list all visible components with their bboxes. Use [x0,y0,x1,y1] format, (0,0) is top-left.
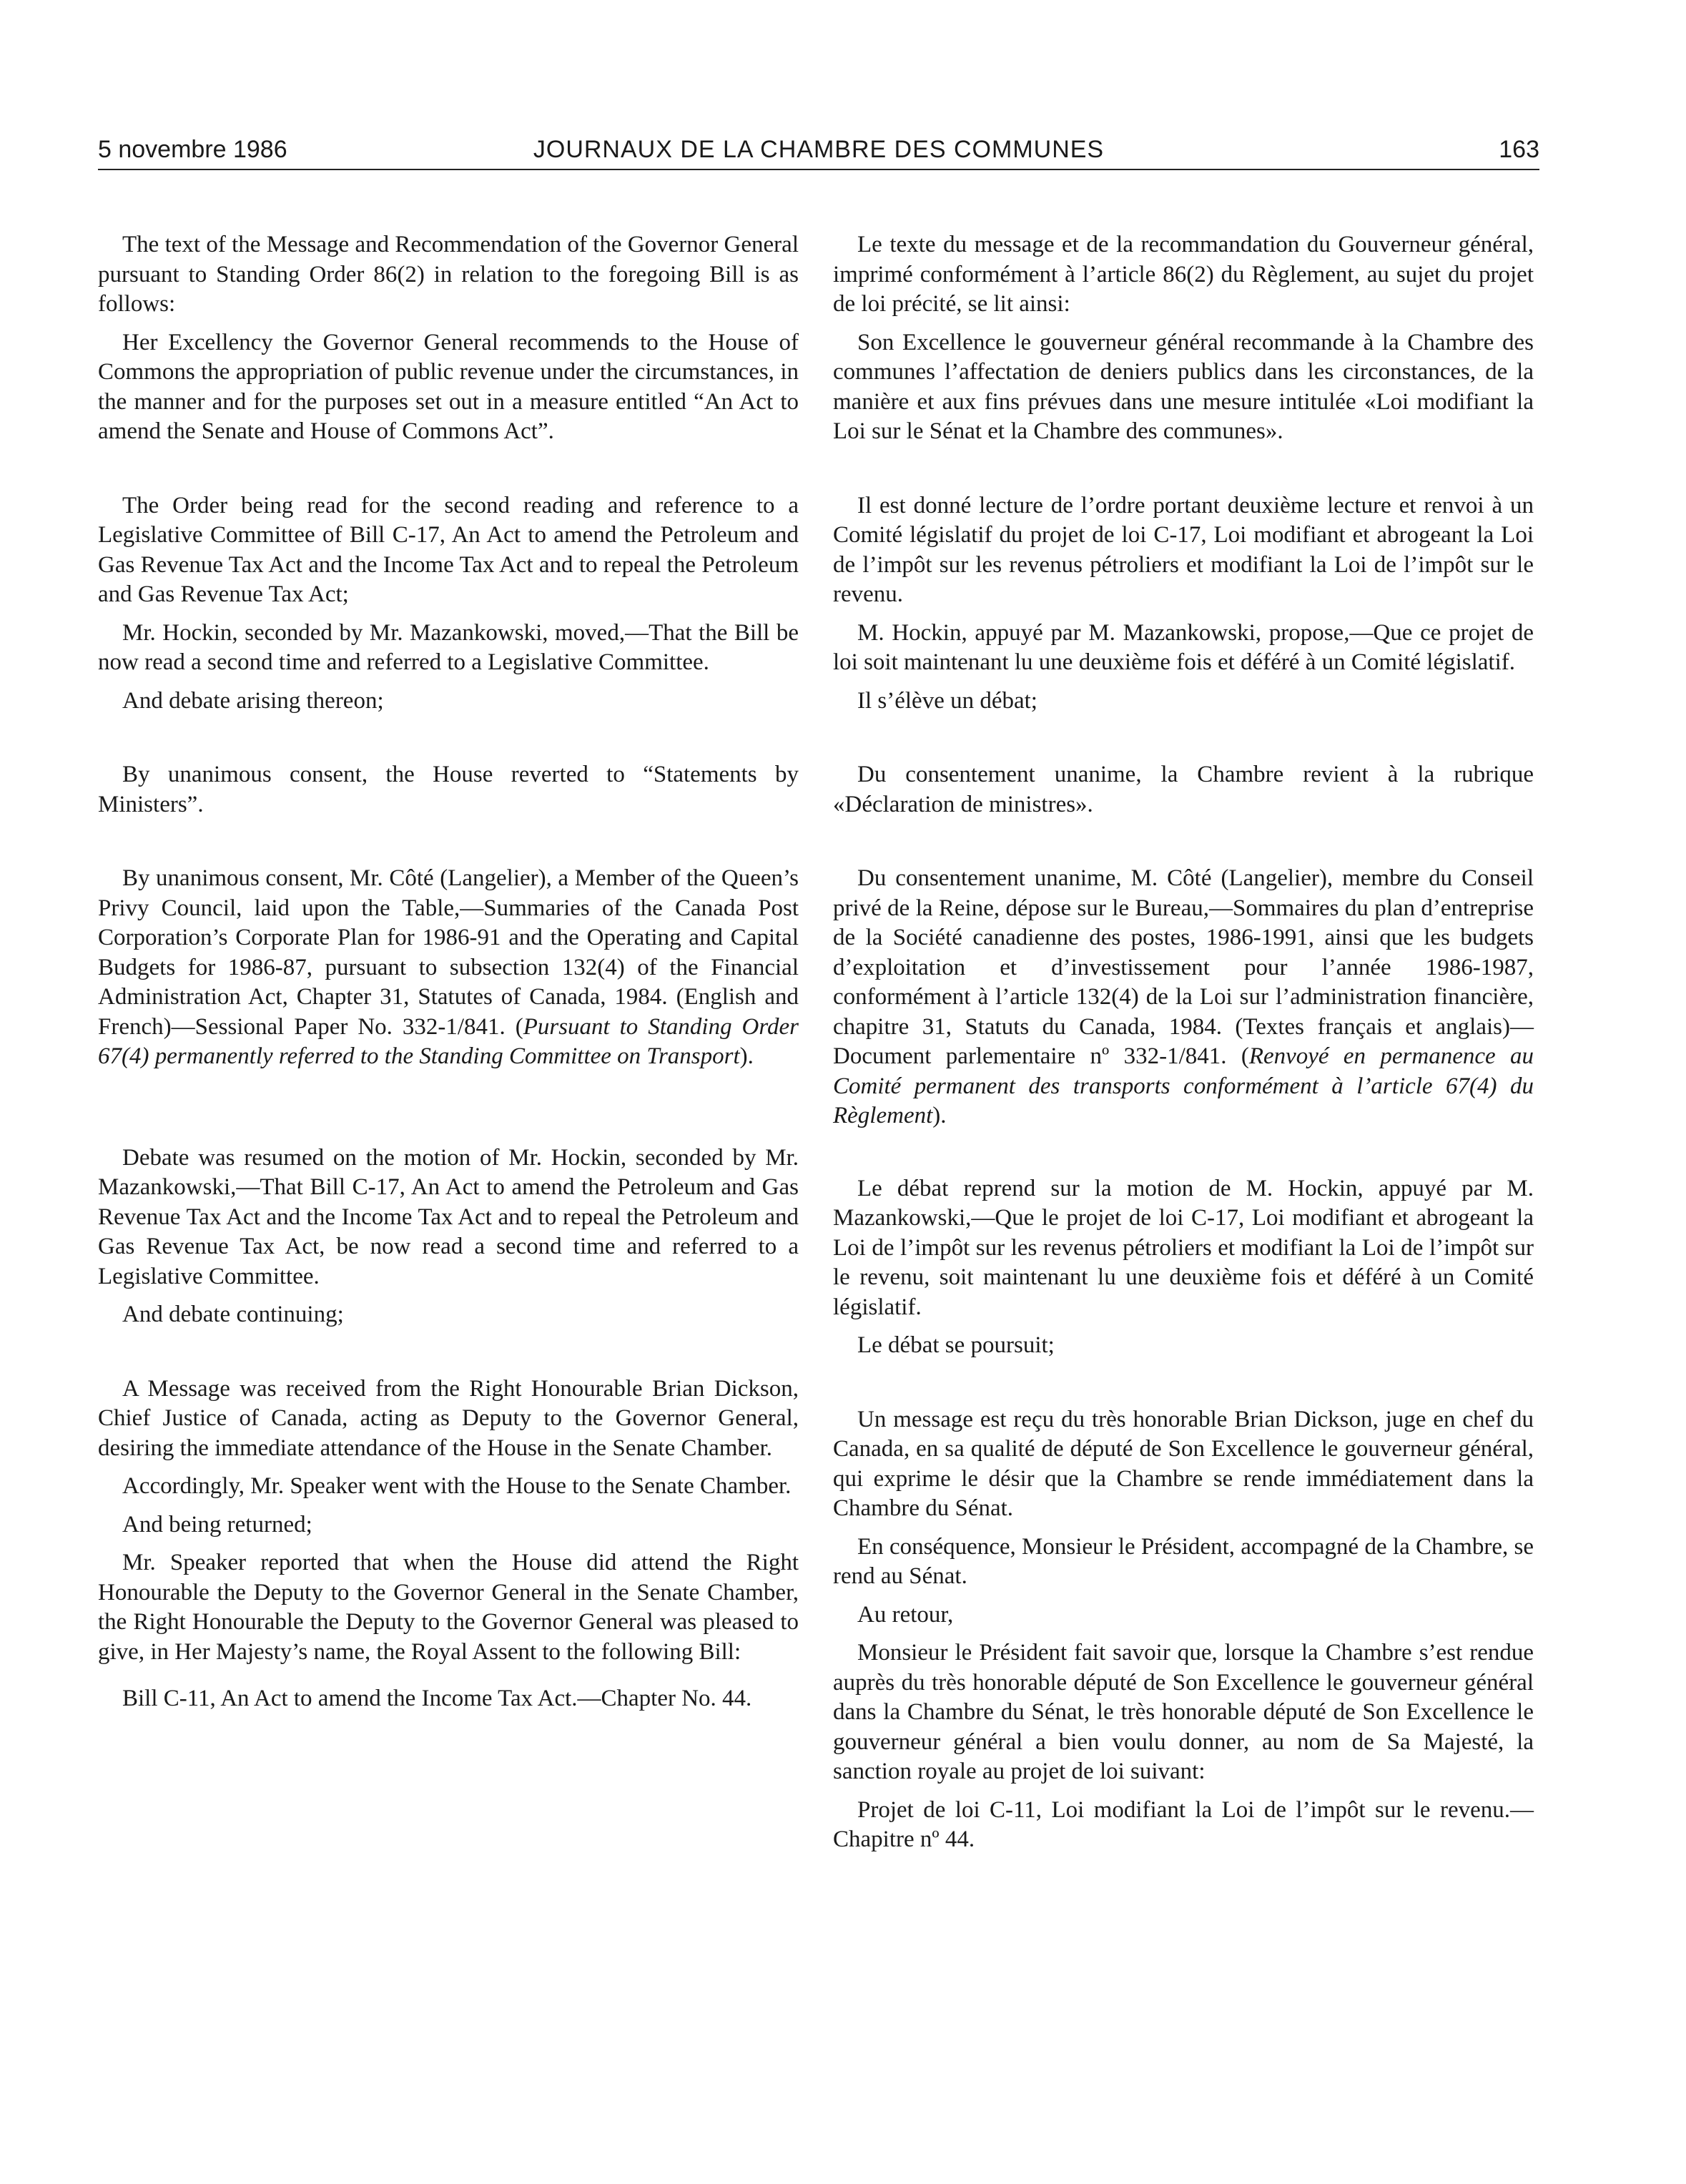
en-paragraph: The Order being read for the second reading and reference to a Legislative Committee of Bill C-17, An Act to amend the Petroleum and Gas Revenue Tax Act and the Income Tax Act and to repeal the Petroleum and Gas Revenue Tax Act; [98,492,799,607]
english-column [98,230,799,1714]
fr-paragraph: Il est donné lecture de l’ordre portant deuxième lecture et renvoi à un Comité législatif du projet de loi C-17, Loi modifiant et abrogeant la Loi de l’impôt sur les revenus pétroliers et modifiant la Loi de l’impôt sur le revenu. [833,492,1534,607]
en-paragraph: Bill C-11, An Act to amend the Income Tax Act.—Chapter No. 44. [122,1686,752,1711]
en-paragraph: Mr. Speaker reported that when the House did attend the Right Honourable the Deputy to the Governor General in the Senate Chamber, the Right Honourable the Deputy to the Governor General was pleased to give, in Her Majesty’s name, the Royal Assent to the following Bill: [98,1550,799,1665]
en-paragraph: Accordingly, Mr. Speaker went with the House to the Senate Chamber. [122,1473,792,1499]
fr-paragraph: En conséquence, Monsieur le Président, accompagné de la Chambre, se rend au Sénat. [833,1533,1534,1589]
fr-paragraph: Projet de loi C-11, Loi modifiant la Loi de l’impôt sur le revenu.—Chapitre nº 44. [833,1796,1534,1852]
en-p7-italic: Pursuant to Standing Order 67(4) permanently referred to the Standing Committee on Transport [98,1013,799,1069]
fr-paragraph: Le texte du message et de la recommandation du Gouverneur général, imprimé conformément à l’article 86(2) du Règlement, au sujet du projet de loi précité, se lit ainsi: [833,232,1534,317]
fr-paragraph: Il s’élève un débat; [857,687,1037,714]
fr-p7-text: Du consentement unanime, M. Côté (Langelier), membre du Conseil privé de la Reine, dépose sur le Bureau,—Sommaires du plan d’entreprise de la Société canadienne des postes, 1986-1991, ainsi que les budgets d’exploitation et d’investissement pour l’année 1986-1987, conformément à l’article 132(4) de la Loi sur l’administration financière, chapitre 31, Statuts du Canada, 1984. (Textes français et anglais)—Document parlementaire nº 332-1/841. ( [833,865,1534,1069]
en-paragraph: And debate arising thereon; [122,687,384,714]
en-paragraph: Debate was resumed on the motion of Mr. Hockin, seconded by Mr. Mazankowski,—That Bill C-17, An Act to amend the Petroleum and Gas Revenue Tax Act and the Income Tax Act and to repeal the Petroleum and Gas Revenue Tax Act, be now read a second time and referred to a Legislative Committee. [98,1144,799,1289]
en-paragraph [98,864,799,1072]
en-paragraph: The text of the Message and Recommendation of the Governor General pursuant to Standing Order 86(2) in relation to the foregoing Bill is as follows: [98,232,799,317]
en-paragraph: And being returned; [122,1511,312,1538]
fr-p7-italic: Renvoyé en permanence au Comité permanent des transports conformément à l’article 67(4) du Règlement [833,1043,1534,1128]
en-paragraph: Mr. Hockin, seconded by Mr. Mazankowski, moved,—That the Bill be now read a second time and referred to a Legislative Committee. [98,619,799,675]
en-p7-text: By unanimous consent, Mr. Côté (Langelier), a Member of the Queen’s Privy Council, laid upon the Table,—Summaries of the Canada Post Corporation’s Corporate Plan for 1986-91 and the Operating and Capital Budgets for 1986-87, pursuant to subsection 132(4) of the Financial Administration Act, Chapter 31, Statutes of Canada, 1984. (English and French)—Sessional Paper No. 332-1/841. ( [98,865,799,1040]
journal-title: JOURNAUX DE LA CHAMBRE DES COMMUNES [533,136,1105,163]
page-header [98,133,1539,170]
fr-paragraph: Monsieur le Président fait savoir que, lorsque la Chambre s’est rendue auprès du très honorable député de Son Excellence le gouverneur général dans la Chambre du Sénat, le très honorable député de Son Excellence le gouverneur général a bien voulu donner, au nom de Sa Majesté, la sanction royale au projet de loi suivant: [833,1640,1534,1784]
fr-paragraph: Le débat reprend sur la motion de M. Hockin, appuyé par M. Mazankowski,—Que le projet de loi C-17, Loi modifiant et abrogeant la Loi de l’impôt sur les revenus pétroliers et modifiant la Loi de l’impôt sur le revenu, soit maintenant lu une deuxième fois et déféré à un Comité législatif. [833,1175,1534,1320]
en-p7-end: ). [739,1043,754,1069]
fr-paragraph: Au retour, [857,1601,954,1628]
header-date: 5 novembre 1986 [98,136,287,163]
fr-p7-end: ). [932,1103,947,1128]
en-paragraph: Her Excellency the Governor General recommends to the House of Commons the appropriation of public revenue under the circumstances, in the manner and for the purposes set out in a measure entitled “An Act to amend the Senate and House of Commons Act”. [98,329,799,444]
fr-paragraph: Son Excellence le gouverneur général recommande à la Chambre des communes l’affectation de deniers publics dans les circonstances, de la manière et aux fins prévues dans une mesure intitulée «Loi modifiant la Loi sur le Sénat et la Chambre des communes». [833,329,1534,444]
fr-paragraph [833,864,1534,1131]
french-column [833,230,1534,1855]
fr-paragraph: Un message est reçu du très honorable Brian Dickson, juge en chef du Canada, en sa qualité de député de Son Excellence le gouverneur général, qui exprime le désir que la Chambre se rende immédiatement dans la Chambre du Sénat. [833,1406,1534,1521]
en-paragraph: And debate continuing; [122,1302,344,1327]
en-paragraph: By unanimous consent, the House reverted to “Statements by Ministers”. [98,762,799,817]
en-paragraph: A Message was received from the Right Honourable Brian Dickson, Chief Justice of Canada, acting as Deputy to the Governor General, desiring the immediate attendance of the House in the Senate Chamber. [98,1375,799,1461]
fr-paragraph: Le débat se poursuit; [857,1332,1055,1358]
page-number: 163 [1499,136,1539,163]
fr-paragraph: M. Hockin, appuyé par M. Mazankowski, propose,—Que ce projet de loi soit maintenant lu une deuxième fois et déféré à un Comité législatif. [833,619,1534,675]
fr-paragraph: Du consentement unanime, la Chambre revient à la rubrique «Déclaration de ministres». [833,762,1534,817]
